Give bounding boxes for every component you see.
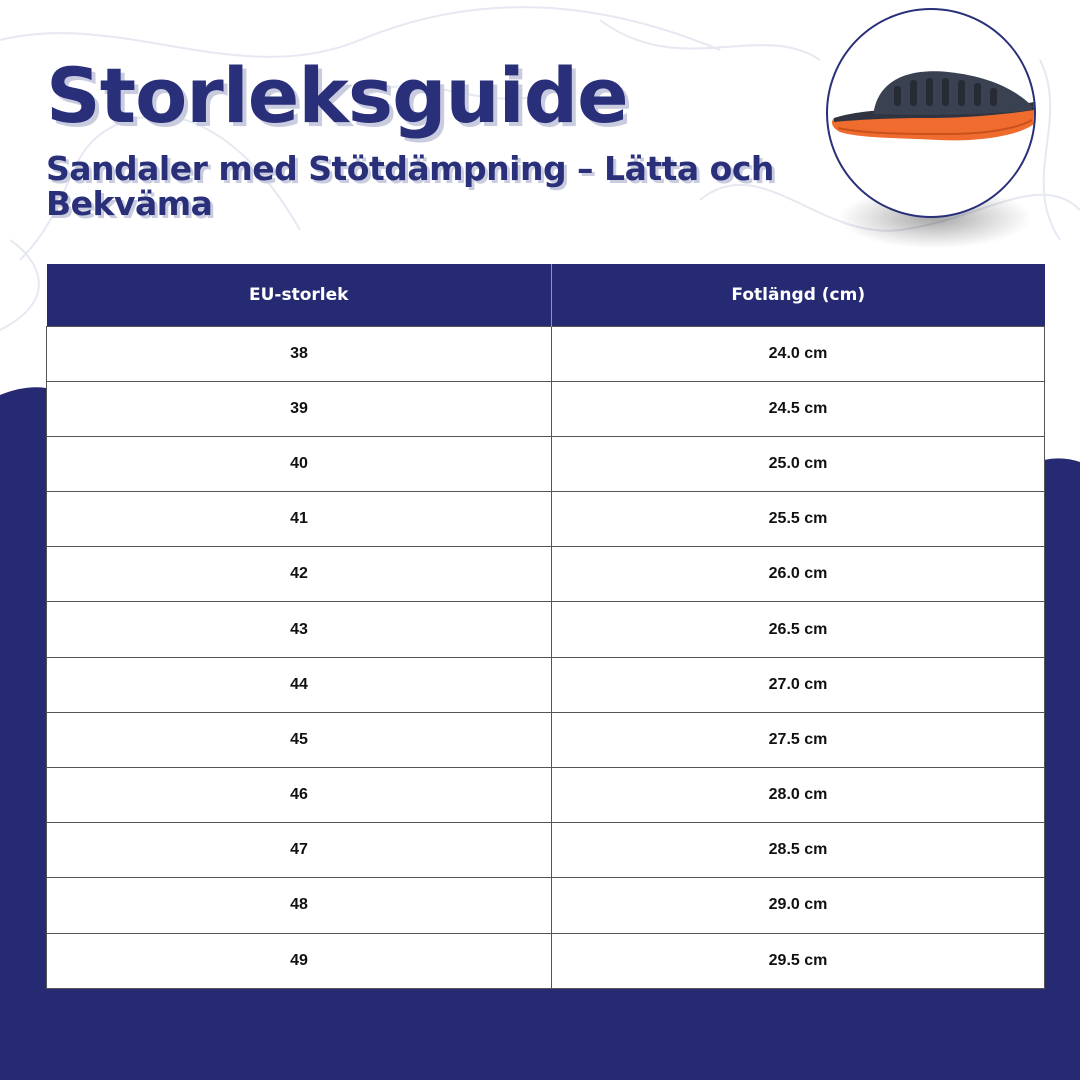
product-image	[826, 8, 1036, 218]
table-row	[47, 878, 1045, 933]
eu-size-cell: 41	[47, 492, 552, 547]
foot-length-cell: 28.0 cm	[552, 768, 1045, 823]
table-row	[47, 326, 1045, 381]
foot-length-cell: 25.0 cm	[552, 436, 1045, 491]
eu-size-cell: 38	[47, 326, 552, 381]
foot-length-cell: 26.5 cm	[552, 602, 1045, 657]
page-title: Storleksguide	[46, 51, 628, 140]
eu-size-cell: 39	[47, 381, 552, 436]
eu-size-cell: 42	[47, 547, 552, 602]
foot-length-cell: 27.5 cm	[552, 712, 1045, 767]
eu-size-cell: 40	[47, 436, 552, 491]
foot-length-cell: 27.0 cm	[552, 657, 1045, 712]
column-header-foot-length: Fotlängd (cm)	[552, 264, 1045, 326]
table-row	[47, 657, 1045, 712]
foot-length-cell: 24.0 cm	[552, 326, 1045, 381]
foot-length-cell: 28.5 cm	[552, 823, 1045, 878]
table-row	[47, 492, 1045, 547]
eu-size-cell: 44	[47, 657, 552, 712]
foot-length-cell: 29.0 cm	[552, 878, 1045, 933]
eu-size-cell: 47	[47, 823, 552, 878]
table-row	[47, 381, 1045, 436]
foot-length-cell: 25.5 cm	[552, 492, 1045, 547]
table-row	[47, 547, 1045, 602]
foot-length-cell: 29.5 cm	[552, 933, 1045, 988]
product-image-frame	[826, 8, 1036, 218]
page-subtitle: Sandaler med Stötdämpning – Lätta och Bekväma	[46, 149, 774, 223]
eu-size-cell: 43	[47, 602, 552, 657]
eu-size-cell: 45	[47, 712, 552, 767]
eu-size-cell: 48	[47, 878, 552, 933]
eu-size-cell: 46	[47, 768, 552, 823]
table-row	[47, 933, 1045, 988]
table-row	[47, 823, 1045, 878]
slide-sandal-icon	[828, 10, 1036, 218]
table-row	[47, 602, 1045, 657]
foot-length-cell: 26.0 cm	[552, 547, 1045, 602]
column-header-eu-size: EU-storlek	[47, 264, 552, 326]
eu-size-cell: 49	[47, 933, 552, 988]
foot-length-cell: 24.5 cm	[552, 381, 1045, 436]
table-row	[47, 768, 1045, 823]
table-row	[47, 712, 1045, 767]
table-row	[47, 436, 1045, 491]
size-table	[46, 264, 1045, 989]
table-header-row	[47, 264, 1045, 326]
